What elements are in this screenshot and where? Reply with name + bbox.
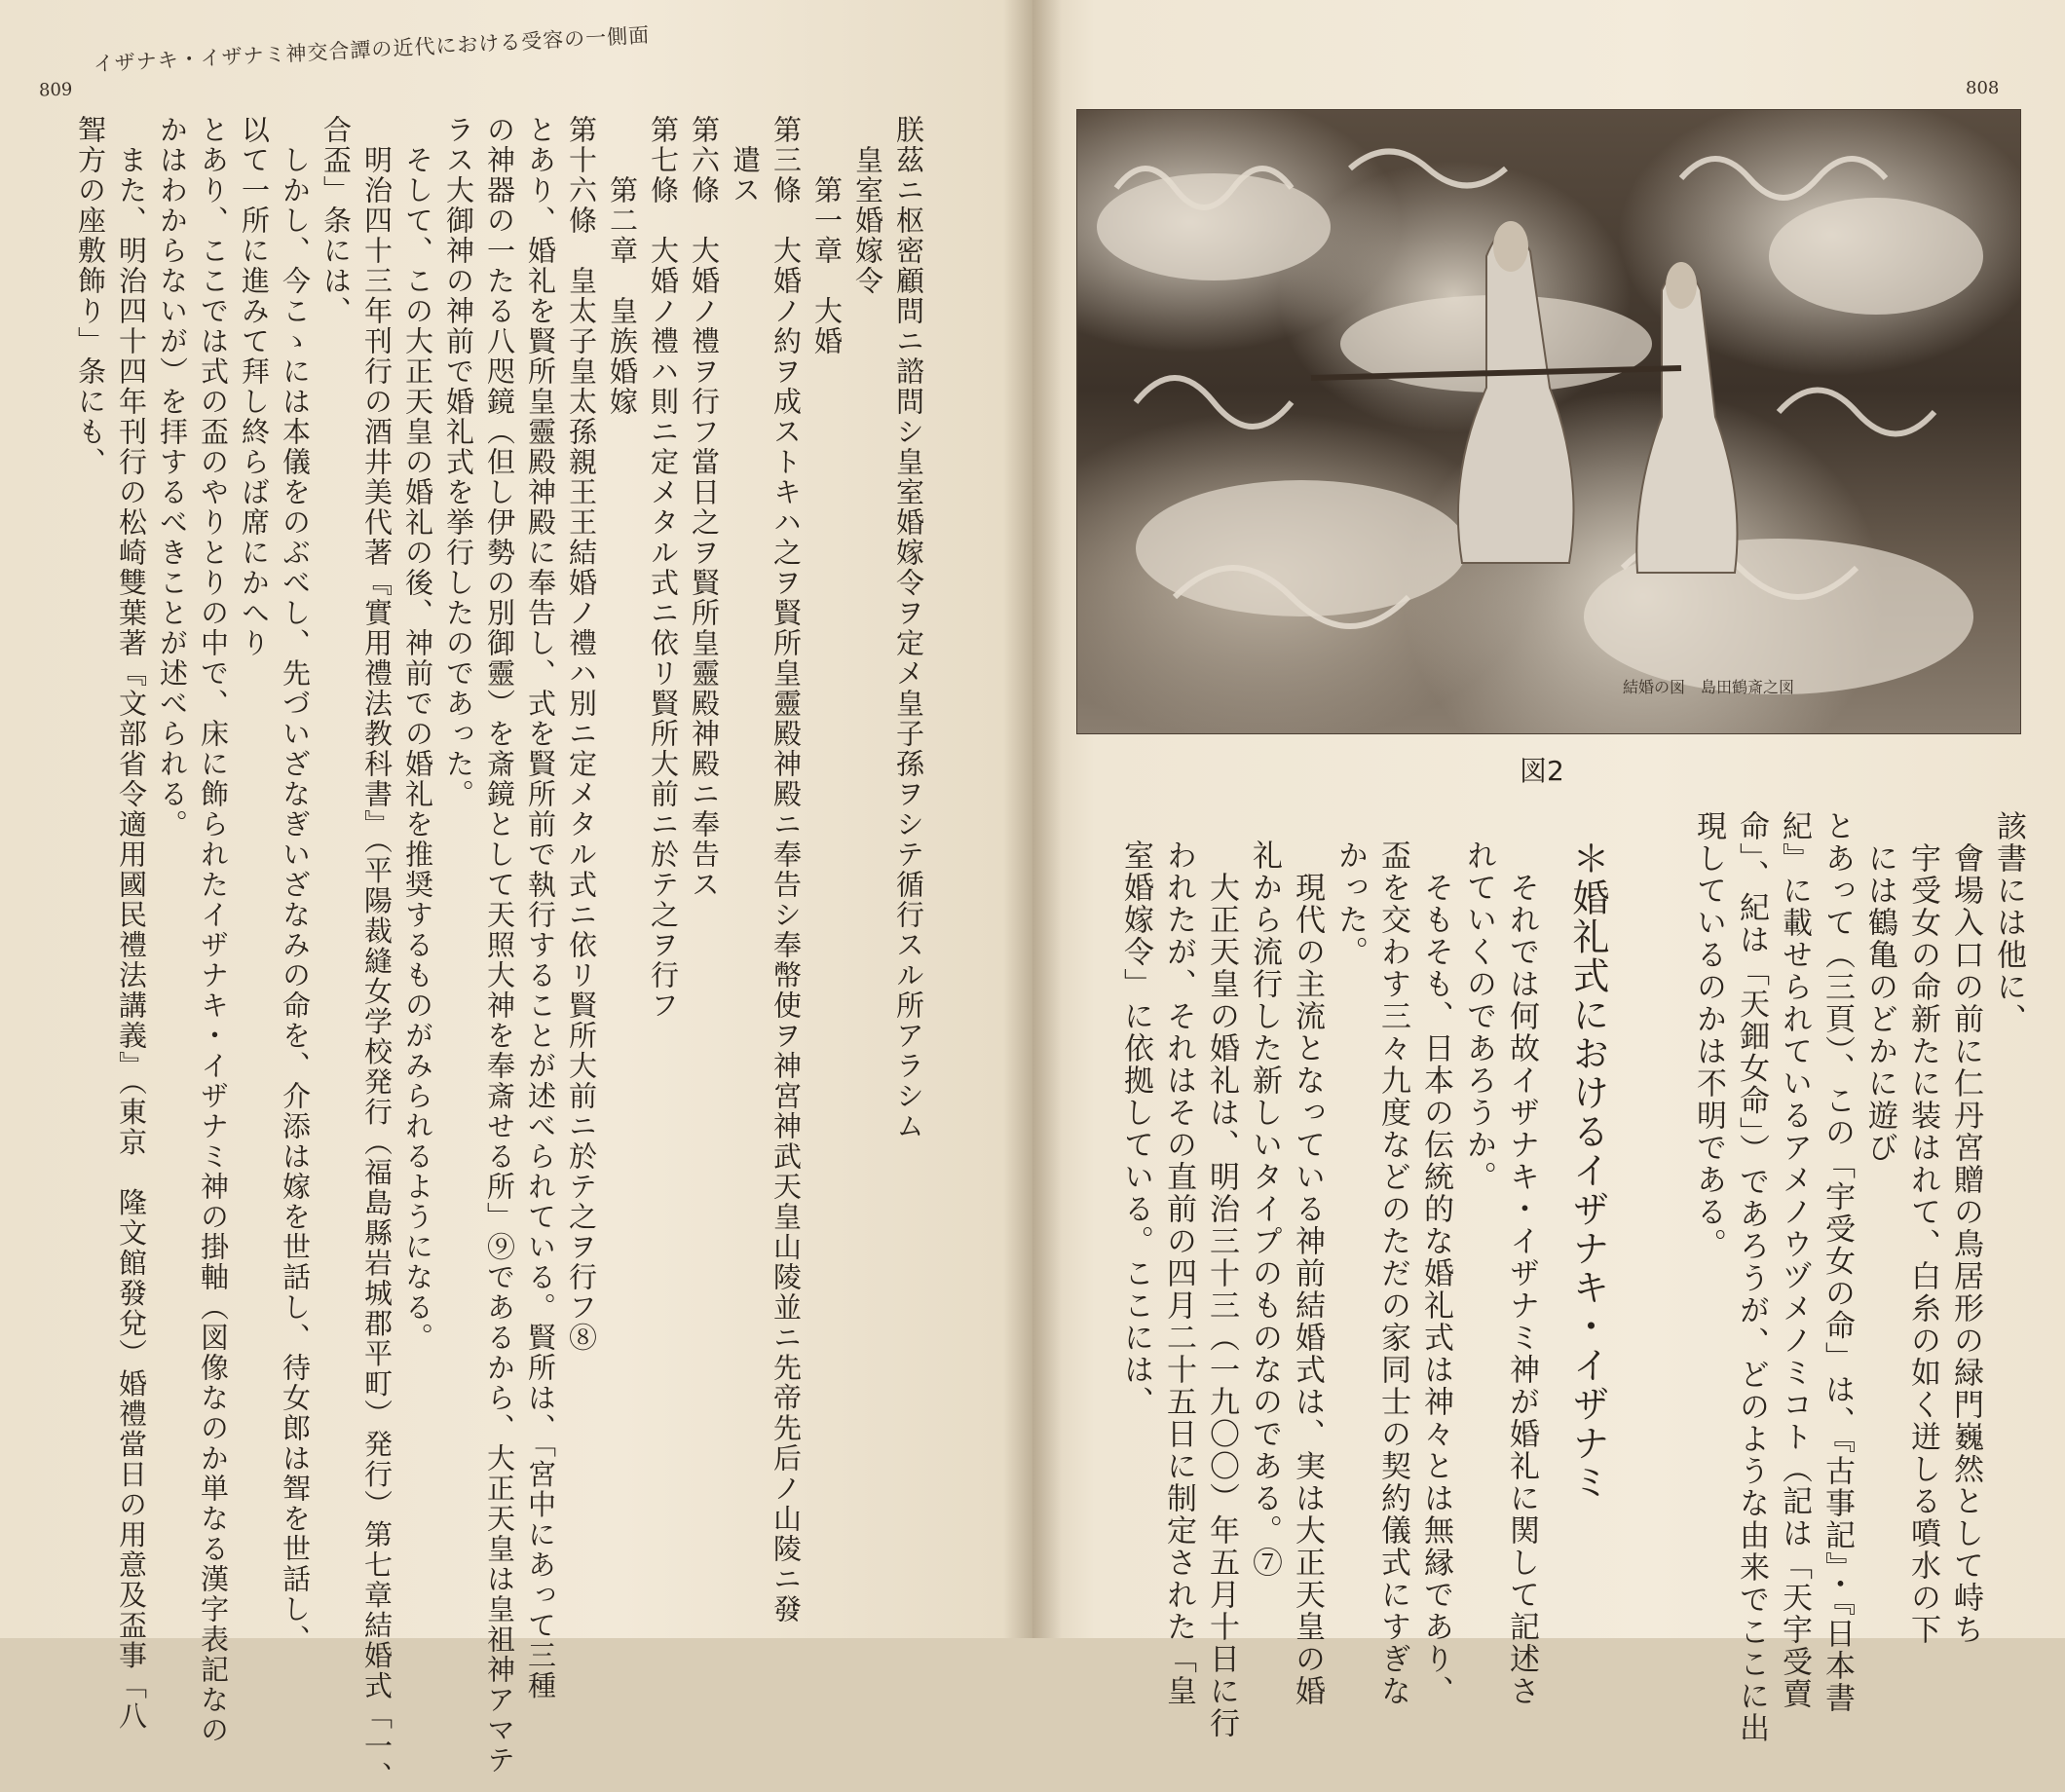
left-column-12: ラス大御神の神前で婚礼式を挙行したのであった。 [442,115,475,809]
left-column-11: の神器の一たる八咫鏡（但し伊勢の別御靈）を斎鏡として天照大神を奉斎せる所」⑨であるから、大正天皇は皇祖神アマテ [483,115,516,1775]
right-lower-column-3: そもそも、日本の伝統的な婚礼式は神々とは無縁であり、 [1418,840,1453,1707]
right-lower-column-8: 大正天皇の婚礼は、明治三十三（一九〇〇）年五月十日に行 [1204,840,1239,1739]
right-upper-column-1: 該書には他に、 [1991,810,2026,1035]
right-upper-column-4: には鶴亀のどかに遊び [1862,810,1897,1164]
right-lower-column-7: 礼から流行した新しいタイプのものなのである。⑦ [1247,840,1282,1579]
figure-photograph [1076,109,2021,734]
right-upper-column-2: 會場入口の前に仁丹宮贈の鳥居形の緑門巍然として峙ち [1948,810,1983,1646]
left-column-3: 第一章 大婚 [810,115,844,356]
left-column-6: 第六條 大婚ノ禮ヲ行フ當日之ヲ賢所皇靈殿神殿ニ奉告ス [688,115,721,900]
left-column-21: 聟方の座敷飾り」条にも、 [74,115,107,477]
figure-inscription: 結婚の図 島田鶴斎之図 [1623,678,1795,696]
right-upper-column-3: 宇受女の命新たに装はれて、白糸の如く迸しる噴水の下 [1905,810,1940,1646]
book-gutter [1003,0,1062,1638]
right-upper-column-6: 紀』に載せられているアメノウヅメノミコト（記は「天宇受賣 [1777,810,1812,1710]
left-column-17: 以て一所に進みて拜し終らば席にかへり [238,115,271,658]
figure-caption: 図2 [1520,755,1564,787]
left-column-16: しかし、今こゝには本儀をのぶべし、先づいざなぎいざなみの命を、介添は嫁を世話し、待女郎は聟を世話し、 [279,115,312,1655]
right-page-number: 808 [1966,78,2000,98]
right-upper-column-8: 現しているのかは不明である。 [1691,810,1726,1260]
right-lower-column-6: 現代の主流となっている神前結婚式は、実は大正天皇の婚 [1290,840,1325,1707]
right-lower-column-9: われたが、それはその直前の四月二十五日に制定された「皇 [1161,840,1196,1707]
left-column-15: 合盃」条には、 [319,115,353,326]
right-upper-column-7: 命」、紀は「天鈿女命」）であろうが、どのような由来でここに出 [1734,810,1769,1744]
left-column-14: 明治四十三年刊行の酒井美代著『實用禮法教科書』（平陽裁縫女学校発行（福島縣岩城郡平町）発行）第七章結婚式「一、 [360,115,394,1792]
section-heading: ＊婚礼式におけるイザナキ・イザナミ [1566,840,1609,1502]
left-column-9: 第十六條 皇太子皇太孫親王王結婚ノ禮ハ別ニ定メタル式ニ依リ賢所大前ニ於テ之ヲ行フ⑧ [565,115,598,1353]
right-lower-column-4: 盃を交わす三々九度などのただの家同士の契約儀式にすぎな [1375,840,1410,1707]
left-column-18: とあり、ここでは式の盃のやりとりの中で、床に飾られたイザナキ・イザナミ神の掛軸（図像なのか単なる漢字表記なの [197,115,230,1745]
left-column-20: また、明治四十四年刊行の松崎雙葉著『文部省令適用國民禮法講義』（東京 隆文館發兌）婚禮當日の用意及盃事「八 [115,115,148,1732]
running-head: イザナキ・イザナミ神交合譚の近代における受容の一側面 [93,23,651,76]
left-column-13: そして、この大正天皇の婚礼の後、神前での婚礼を推奨するものがみられるようになる。 [401,115,434,1353]
left-column-8: 第二章 皇族婚嫁 [606,115,639,417]
left-column-4: 第三條 大婚ノ約ヲ成ストキハ之ヲ賢所皇靈殿神殿ニ奉告シ奉幣使ヲ神宮神武天皇山陵並ニ先帝先后ノ山陵ニ發 [770,115,803,1624]
right-lower-column-5: かった。 [1333,840,1368,968]
left-column-19: かはわからないが）を拝するべきことが述べられる。 [156,115,189,840]
right-lower-column-1: それでは何故イザナキ・イザナミ神が婚礼に関して記述さ [1504,840,1539,1707]
right-lower-column-10: 室婚嫁令」に依拠している。ここには、 [1118,840,1153,1418]
left-column-7: 第七條 大婚ノ禮ハ則ニ定メタル式ニ依リ賢所大前ニ於テ之ヲ行フ [647,115,680,1021]
right-upper-column-5: とあって（三頁）、この「宇受女の命」は、『古事記』・『日本書 [1820,810,1855,1714]
left-column-1: 朕茲ニ枢密顧問ニ諮問シ皇室婚嫁令ヲ定メ皇子孫ヲシテ循行スル所アラシム [892,115,925,1141]
left-column-2: 皇室婚嫁令 [851,115,884,296]
right-lower-column-2: れていくのであろうか。 [1461,840,1496,1193]
figure-artwork [1077,110,2020,733]
left-column-10: とあり、婚礼を賢所皇靈殿神殿に奉告し、式を賢所前で執行することが述べられている。賢所は、「宮中にあって三種 [524,115,557,1701]
left-page-number: 809 [38,79,73,101]
left-column-5: 遣ス [729,115,762,205]
